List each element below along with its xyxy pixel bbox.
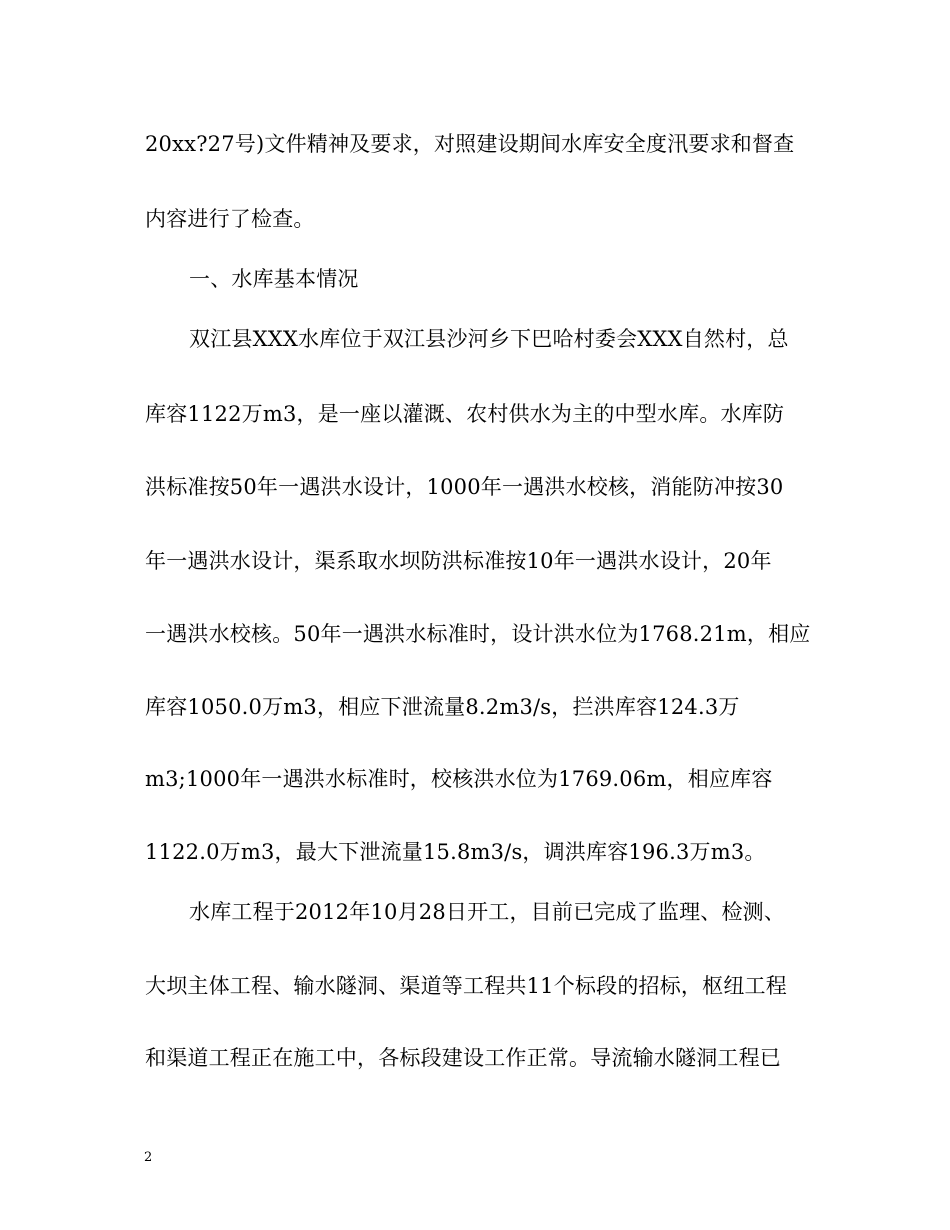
text-line: 20xx?27号)文件精神及要求，对照建设期间水库安全度汛要求和督查 xyxy=(145,132,795,156)
text-line: 年一遇洪水设计，渠系取水坝防洪标准按10年一遇洪水设计，20年 xyxy=(145,549,772,573)
text-line: 水库工程于2012年10月28日开工，目前已完成了监理、检测、 xyxy=(189,900,786,924)
text-line: 洪标准按50年一遇洪水设计，1000年一遇洪水校核，消能防冲按30 xyxy=(145,475,784,499)
page-number: 2 xyxy=(144,1150,153,1165)
section-heading: 一、水库基本情况 xyxy=(189,267,359,291)
text-line: 1122.0万m3，最大下泄流量15.8m3/s，调洪库容196.3万m3。 xyxy=(145,840,766,864)
text-line: 内容进行了检查。 xyxy=(145,207,315,231)
text-line: 库容1122万m3，是一座以灌溉、农村供水为主的中型水库。水库防 xyxy=(145,402,785,426)
text-line: 一遇洪水校核。50年一遇洪水标准时，设计洪水位为1768.21m，相应 xyxy=(145,622,811,646)
text-line: 库容1050.0万m3，相应下泄流量8.2m3/s，拦洪库容124.3万 xyxy=(145,695,740,719)
text-line: 大坝主体工程、输水隧洞、渠道等工程共11个标段的招标，枢纽工程 xyxy=(145,974,787,998)
text-line: 双江县XXX水库位于双江县沙河乡下巴哈村委会XXX自然村，总 xyxy=(189,327,789,351)
text-line: m3;1000年一遇洪水标准时，校核洪水位为1769.06m，相应库容 xyxy=(145,767,773,791)
text-line: 和渠道工程正在施工中，各标段建设工作正常。导流输水隧洞工程已 xyxy=(145,1046,781,1070)
